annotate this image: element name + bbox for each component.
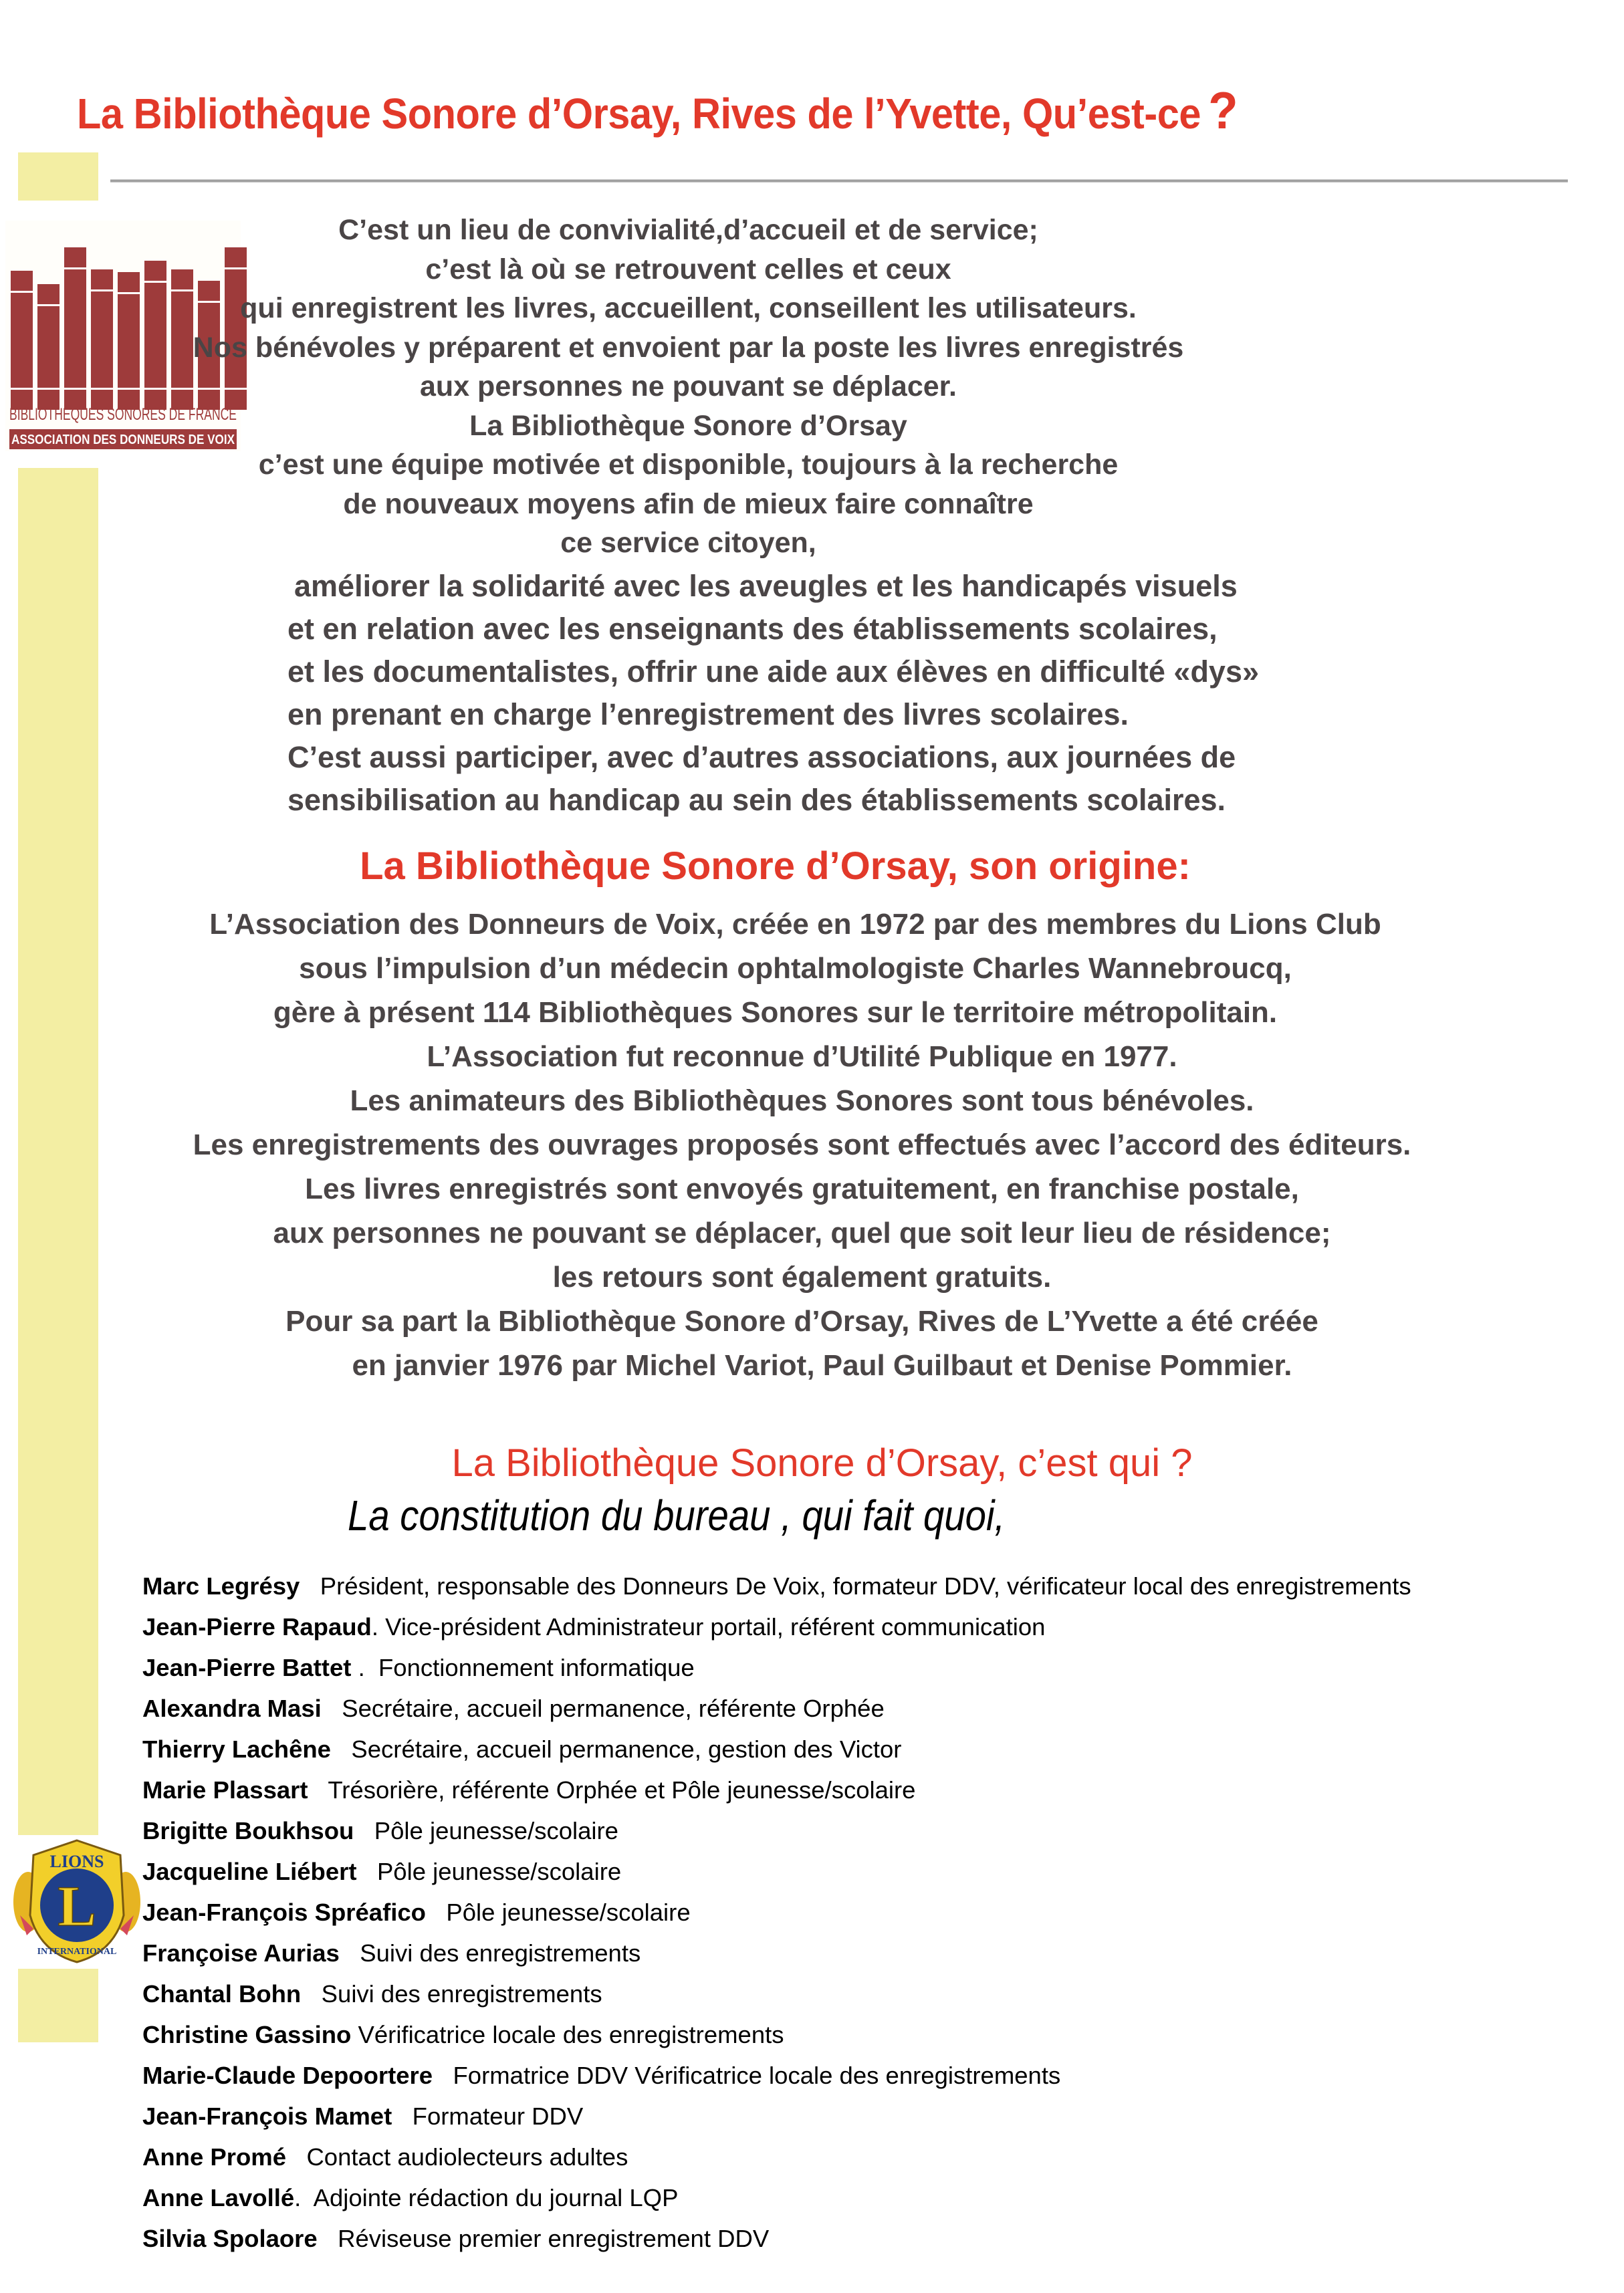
origin-section	[0, 902, 1537, 1388]
member-row	[142, 1851, 1411, 1892]
member-role: Président, responsable des Donneurs De Voix, formateur DDV, vérificateur local des enregistrements	[320, 1572, 1411, 1600]
member-name: Anne Promé	[142, 2143, 286, 2171]
origin-line: L’Association fut reconnue d’Utilité Publique en 1977.	[427, 1040, 1177, 1073]
member-separator	[322, 1695, 342, 1722]
intro-line: améliorer la solidarité avec les aveugles et les handicapés visuels	[294, 569, 1238, 603]
intro-line: sensibilisation au handicap au sein des établissements scolaires.	[287, 783, 1226, 817]
member-separator	[433, 2062, 453, 2089]
member-row	[142, 2137, 1411, 2177]
member-role: Secrétaire, accueil permanence, gestion des Victor	[351, 1735, 902, 1763]
member-separator: .	[294, 2184, 314, 2211]
member-name: Jean-François Spréafico	[142, 1899, 426, 1926]
decorative-strip-top	[18, 152, 98, 201]
member-separator	[308, 1776, 328, 1804]
member-separator	[392, 2102, 412, 2130]
origin-line: Les animateurs des Bibliothèques Sonores sont tous bénévoles.	[350, 1084, 1254, 1117]
member-row	[142, 1810, 1411, 1851]
member-row	[142, 1973, 1411, 2014]
member-role: Pôle jeunesse/scolaire	[376, 1858, 622, 1885]
intro-line: Nos bénévoles y préparent et envoient par la poste les livres enregistrés	[193, 331, 1184, 364]
who-title: La Bibliothèque Sonore d’Orsay, c’est qui ?	[451, 1441, 1193, 1485]
member-role: Formateur DDV	[412, 2102, 584, 2130]
bureau-subtitle: La constitution du bureau , qui fait quoi,	[348, 1491, 1006, 1540]
origin-line: gère à présent 114 Bibliothèques Sonores sur le territoire métropolitain.	[273, 996, 1278, 1029]
member-separator	[286, 2143, 306, 2171]
lions-top-text: LIONS	[49, 1852, 104, 1871]
member-separator	[340, 1939, 360, 1967]
member-name: Silvia Spolaore	[142, 2225, 318, 2252]
lions-emblem-icon	[13, 1835, 140, 1965]
members-list	[142, 1566, 1411, 2259]
member-role: Pôle jeunesse/scolaire	[374, 1817, 618, 1844]
page-title-text: La Bibliothèque Sonore d’Orsay, Rives de l’Yvette, Qu’est-ce	[77, 90, 1201, 138]
origin-line: aux personnes ne pouvant se déplacer, quel que soit leur lieu de résidence;	[273, 1217, 1331, 1249]
intro-line: et les documentalistes, offrir une aide aux élèves en difficulté «dys»	[287, 654, 1260, 689]
member-role: Vérificatrice locale des enregistrements	[358, 2021, 784, 2048]
intro-line: aux personnes ne pouvant se déplacer.	[420, 370, 957, 402]
member-row	[142, 2055, 1411, 2096]
origin-line: Les livres enregistrés sont envoyés gratuitement, en franchise postale,	[305, 1173, 1299, 1205]
lions-club-logo	[13, 1835, 140, 1965]
member-row	[142, 2218, 1411, 2259]
intro-line: c’est une équipe motivée et disponible, toujours à la recherche	[258, 449, 1119, 481]
member-role: Adjointe rédaction du journal LQP	[313, 2184, 679, 2211]
origin-line: L’Association des Donneurs de Voix, créée en 1972 par des membres du Lions Club	[209, 908, 1381, 941]
bsf-logo-line2: ASSOCIATION DES DONNEURS DE VOIX	[11, 433, 235, 447]
member-name: Marie-Claude Depoortere	[142, 2062, 433, 2089]
lions-bottom-text: INTERNATIONAL	[37, 1947, 117, 1957]
member-role: Contact audiolecteurs adultes	[306, 2143, 628, 2171]
member-name: Alexandra Masi	[142, 1695, 322, 1722]
intro-line: ce service citoyen,	[560, 527, 816, 559]
title-divider	[110, 179, 1568, 183]
member-name: Marc Legrésy	[142, 1572, 300, 1600]
member-row	[142, 1933, 1411, 1973]
member-separator	[351, 2021, 358, 2048]
member-row	[142, 1566, 1411, 1606]
member-separator	[331, 1735, 351, 1763]
member-name: Chantal Bohn	[142, 1980, 302, 2008]
member-name: Françoise Aurias	[142, 1939, 340, 1967]
member-role: Vice-président Administrateur portail, référent communication	[385, 1613, 1046, 1641]
intro-line: de nouveaux moyens afin de mieux faire connaître	[343, 487, 1034, 520]
member-name: Marie Plassart	[142, 1776, 308, 1804]
member-row	[142, 1688, 1411, 1729]
member-name: Jean-François Mamet	[142, 2102, 392, 2130]
member-row	[142, 1606, 1411, 1647]
member-role: Pôle jeunesse/scolaire	[446, 1899, 691, 1926]
member-row	[142, 2096, 1411, 2137]
intro-line: C’est un lieu de convivialité,d’accueil et de service;	[338, 214, 1038, 246]
member-name: Anne Lavollé	[142, 2184, 295, 2211]
origin-line: Pour sa part la Bibliothèque Sonore d’Orsay, Rives de L’Yvette a été créée	[285, 1305, 1318, 1338]
member-separator	[301, 1980, 321, 2008]
intro-line: et en relation avec les enseignants des établissements scolaires,	[287, 612, 1217, 646]
origin-line: les retours sont également gratuits.	[552, 1261, 1052, 1294]
intro-line: c’est là où se retrouvent celles et ceux	[425, 253, 951, 285]
intro-line: en prenant en charge l’enregistrement des livres scolaires.	[287, 697, 1129, 731]
member-separator	[357, 1858, 377, 1885]
member-role: Trésorière, référente Orphée et Pôle jeunesse/scolaire	[328, 1776, 916, 1804]
member-row	[142, 2014, 1411, 2055]
member-row	[142, 1770, 1411, 1810]
origin-line: Les enregistrements des ouvrages proposés sont effectués avec l’accord des éditeurs.	[193, 1128, 1411, 1161]
lions-center-letter: L	[57, 1874, 96, 1938]
intro-line: qui enregistrent les livres, accueillent, conseillent les utilisateurs.	[240, 292, 1137, 324]
member-role: Réviseuse premier enregistrement DDV	[338, 2225, 770, 2252]
origin-title: La Bibliothèque Sonore d’Orsay, son origine:	[360, 844, 1191, 888]
origin-line: en janvier 1976 par Michel Variot, Paul Guilbaut et Denise Pommier.	[352, 1349, 1292, 1382]
member-role: Formatrice DDV Vérificatrice locale des enregistrements	[453, 2062, 1061, 2089]
page-title-mark: ?	[1208, 81, 1238, 140]
page-title	[77, 80, 1238, 141]
member-row	[142, 1729, 1411, 1770]
intro-line: C’est aussi participer, avec d’autres associations, aux journées de	[287, 740, 1236, 774]
member-role: Suivi des enregistrements	[360, 1939, 641, 1967]
member-name: Jean-Pierre Battet	[142, 1654, 352, 1681]
member-separator: .	[351, 1654, 378, 1681]
intro-section	[0, 211, 1450, 563]
member-name: Brigitte Boukhsou	[142, 1817, 354, 1844]
member-separator	[426, 1899, 446, 1926]
member-row	[142, 1647, 1411, 1688]
decorative-strip-bottom	[18, 1969, 98, 2042]
member-name: Christine Gassino	[142, 2021, 352, 2048]
member-name: Jacqueline Liébert	[142, 1858, 357, 1885]
member-separator	[318, 2225, 338, 2252]
bsf-logo-line1: BIBLIOTHÈQUES SONORES DE FRANCE	[9, 405, 334, 424]
origin-line: sous l’impulsion d’un médecin ophtalmologiste Charles Wannebroucq,	[299, 952, 1292, 985]
intro-line: La Bibliothèque Sonore d’Orsay	[469, 409, 907, 442]
member-name: Jean-Pierre Rapaud	[142, 1613, 372, 1641]
member-separator: .	[371, 1613, 386, 1641]
member-row	[142, 1892, 1411, 1933]
intro-section-continued	[0, 565, 1316, 822]
member-separator	[354, 1817, 374, 1844]
member-separator	[300, 1572, 320, 1600]
member-row	[142, 2177, 1411, 2218]
member-name: Thierry Lachêne	[142, 1735, 331, 1763]
member-role: Secrétaire, accueil permanence, référente Orphée	[342, 1695, 885, 1722]
member-role: Fonctionnement informatique	[378, 1654, 695, 1681]
member-role: Suivi des enregistrements	[321, 1980, 602, 2008]
